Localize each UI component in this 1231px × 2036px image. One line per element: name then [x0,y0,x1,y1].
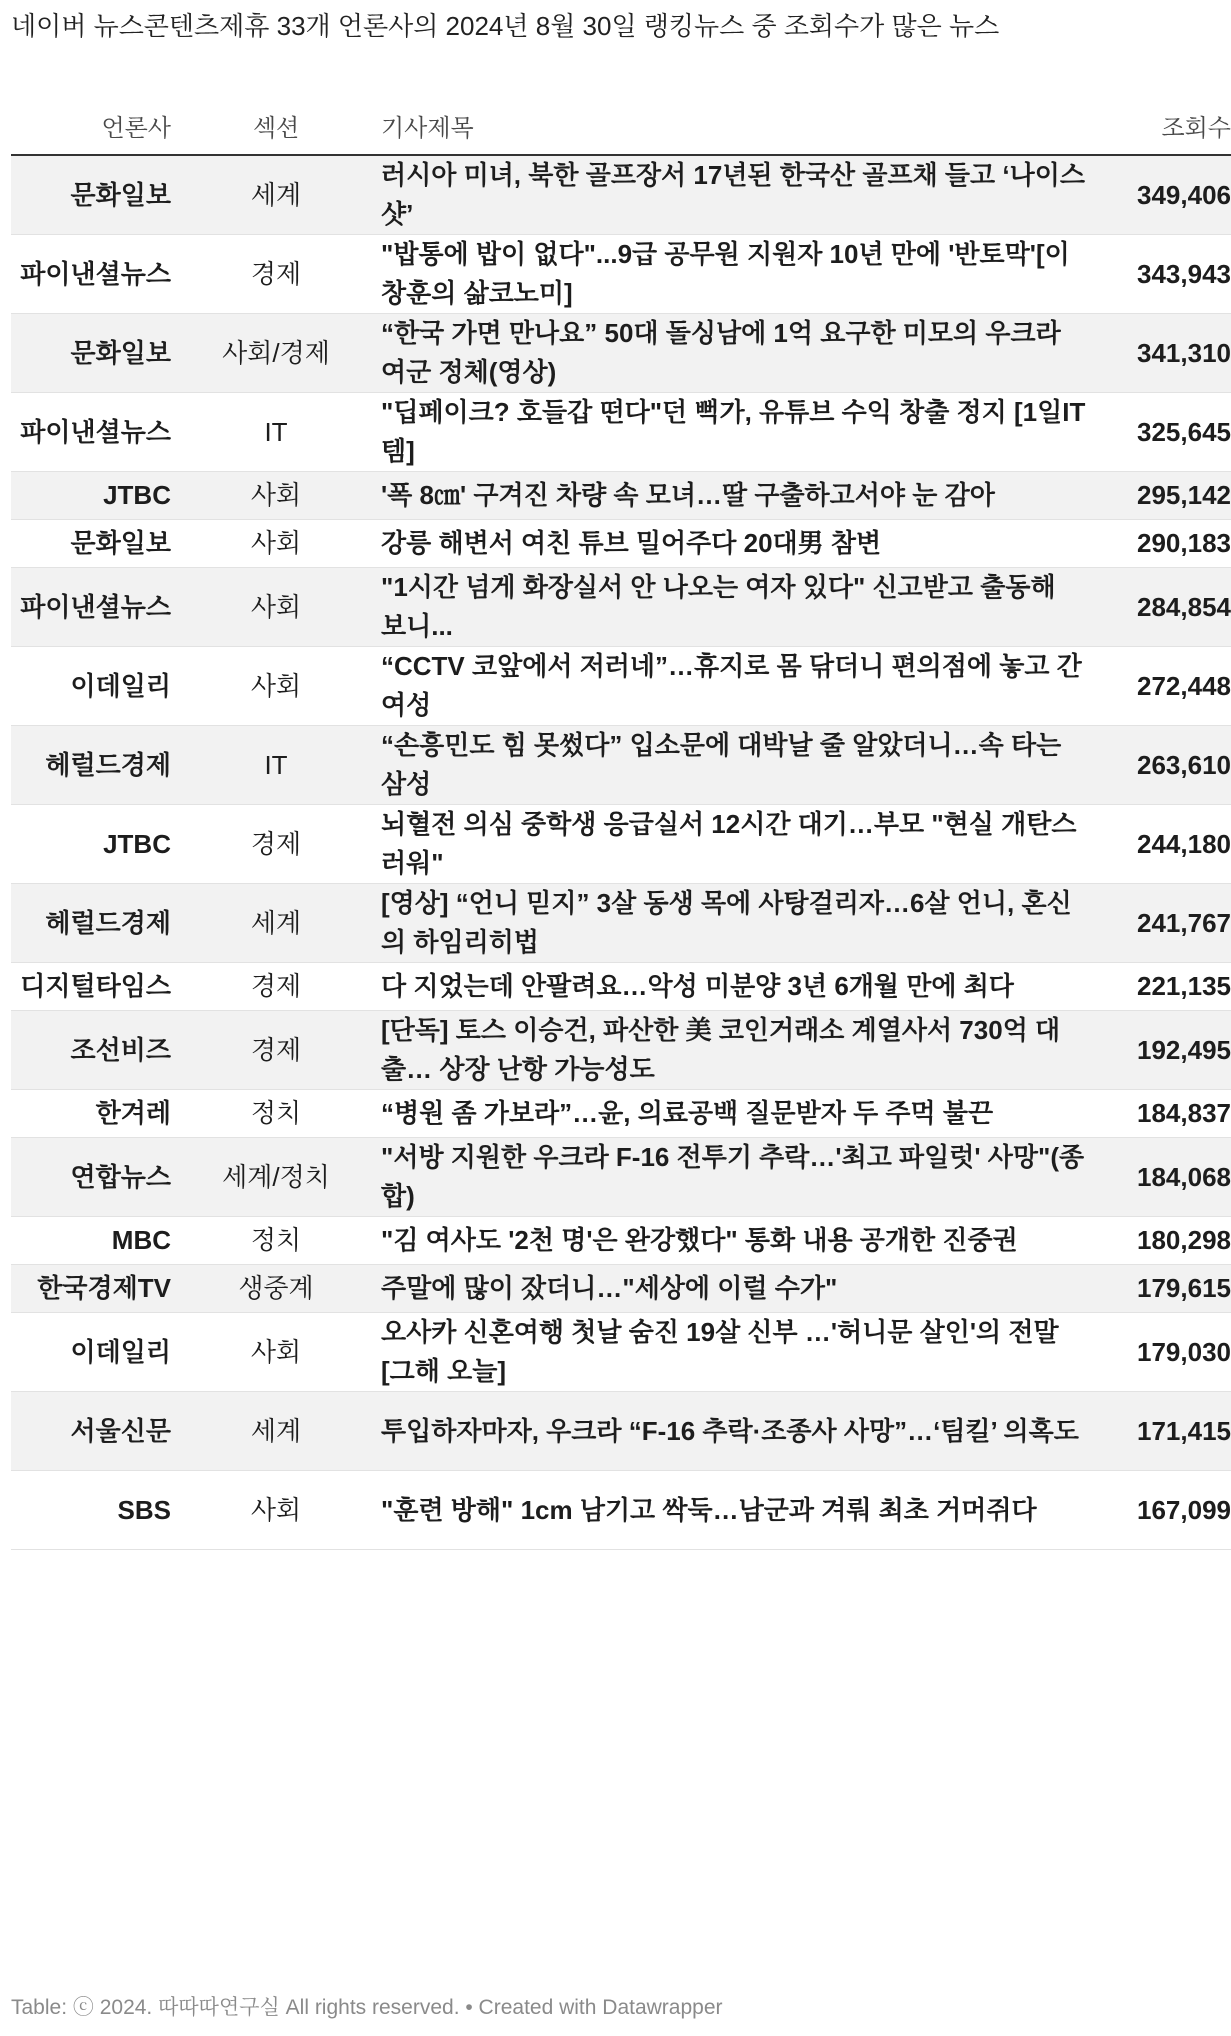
cell-publisher: 이데일리 [11,647,171,726]
cell-section: 세계/정치 [171,1138,381,1217]
table-body [11,155,1231,1550]
column-header-headline: 기사제목 [381,96,1106,155]
table-row [11,1138,1231,1217]
cell-publisher: 파이낸셜뉴스 [11,568,171,647]
cell-headline: "1시간 넘게 화장실서 안 나오는 여자 있다" 신고받고 출동해 보니... [381,568,1106,647]
cell-section: IT [171,393,381,472]
cell-headline: “병원 좀 가보라”…윤, 의료공백 질문받자 두 주먹 불끈 [381,1090,1106,1138]
cell-section: 세계 [171,884,381,963]
cell-publisher: 연합뉴스 [11,1138,171,1217]
table-row [11,472,1231,520]
cell-headline: '폭 8㎝' 구겨진 차량 속 모녀…딸 구출하고서야 눈 감아 [381,472,1106,520]
cell-publisher: 파이낸셜뉴스 [11,393,171,472]
table-row [11,1392,1231,1471]
column-header-section: 섹션 [171,96,381,155]
table-row [11,1471,1231,1550]
cell-section: 사회 [171,647,381,726]
column-header-views: 조회수 [1106,96,1231,155]
cell-headline: “한국 가면 만나요” 50대 돌싱남에 1억 요구한 미모의 우크라 여군 정체(영상) [381,314,1106,393]
cell-views: 343,943 [1106,235,1231,314]
cell-section: 사회/경제 [171,314,381,393]
cell-section: 경제 [171,235,381,314]
table-row [11,155,1231,235]
cell-publisher: 문화일보 [11,155,171,235]
cell-publisher: 디지털타임스 [11,963,171,1011]
ranking-table [11,96,1231,1550]
cell-views: 349,406 [1106,155,1231,235]
cell-section: 정치 [171,1090,381,1138]
table-row [11,1090,1231,1138]
table-row [11,1265,1231,1313]
cell-section: 세계 [171,155,381,235]
table-row [11,1217,1231,1265]
table-row [11,235,1231,314]
cell-publisher: 한국경제TV [11,1265,171,1313]
cell-views: 341,310 [1106,314,1231,393]
table-row [11,805,1231,884]
cell-views: 241,767 [1106,884,1231,963]
table-row [11,393,1231,472]
cell-publisher: 이데일리 [11,1313,171,1392]
table-row [11,726,1231,805]
cell-headline: 주말에 많이 잤더니…"세상에 이럴 수가" [381,1265,1106,1313]
table-row [11,963,1231,1011]
cell-views: 244,180 [1106,805,1231,884]
cell-views: 290,183 [1106,520,1231,568]
cell-section: 사회 [171,472,381,520]
cell-section: 경제 [171,1011,381,1090]
cell-section: IT [171,726,381,805]
cell-publisher: 헤럴드경제 [11,726,171,805]
cell-views: 272,448 [1106,647,1231,726]
table-row [11,647,1231,726]
cell-headline: [단독] 토스 이승건, 파산한 美 코인거래소 계열사서 730억 대출… 상장 난항 가능성도 [381,1011,1106,1090]
chart-title: 네이버 뉴스콘텐츠제휴 33개 언론사의 2024년 8월 30일 랭킹뉴스 중 조회수가 많은 뉴스 [11,11,1000,41]
table-row [11,568,1231,647]
cell-section: 세계 [171,1392,381,1471]
cell-section: 경제 [171,963,381,1011]
table-header-row [11,96,1231,155]
cell-publisher: 문화일보 [11,314,171,393]
cell-headline: "훈련 방해" 1cm 남기고 싹둑…남군과 겨뤄 최초 거머쥐다 [381,1471,1106,1550]
cell-views: 184,837 [1106,1090,1231,1138]
cell-publisher: MBC [11,1217,171,1265]
cell-headline: “CCTV 코앞에서 저러네”…휴지로 몸 닦더니 편의점에 놓고 간 여성 [381,647,1106,726]
cell-headline: "서방 지원한 우크라 F-16 전투기 추락…'최고 파일럿' 사망"(종합) [381,1138,1106,1217]
cell-publisher: 한겨레 [11,1090,171,1138]
table-row [11,1011,1231,1090]
cell-headline: "밥통에 밥이 없다"...9급 공무원 지원자 10년 만에 '반토막'[이창훈의 삶코노미] [381,235,1106,314]
cell-views: 295,142 [1106,472,1231,520]
cell-views: 179,615 [1106,1265,1231,1313]
cell-views: 167,099 [1106,1471,1231,1550]
cell-section: 사회 [171,520,381,568]
cell-views: 179,030 [1106,1313,1231,1392]
cell-publisher: 서울신문 [11,1392,171,1471]
table-row [11,520,1231,568]
cell-publisher: JTBC [11,805,171,884]
cell-headline: 러시아 미녀, 북한 골프장서 17년된 한국산 골프채 들고 ‘나이스샷’ [381,155,1106,235]
cell-views: 180,298 [1106,1217,1231,1265]
cell-headline: 강릉 해변서 여친 튜브 밀어주다 20대男 참변 [381,520,1106,568]
cell-section: 경제 [171,805,381,884]
cell-headline: "김 여사도 '2천 명'은 완강했다" 통화 내용 공개한 진중권 [381,1217,1106,1265]
cell-publisher: 조선비즈 [11,1011,171,1090]
cell-publisher: 파이낸셜뉴스 [11,235,171,314]
cell-publisher: 헤럴드경제 [11,884,171,963]
cell-headline: 다 지었는데 안팔려요…악성 미분양 3년 6개월 만에 최다 [381,963,1106,1011]
cell-views: 192,495 [1106,1011,1231,1090]
cell-section: 정치 [171,1217,381,1265]
cell-section: 사회 [171,568,381,647]
cell-views: 263,610 [1106,726,1231,805]
cell-publisher: 문화일보 [11,520,171,568]
column-header-publisher: 언론사 [11,96,171,155]
cell-headline: 오사카 신혼여행 첫날 숨진 19살 신부 …'허니문 살인'의 전말[그해 오늘] [381,1313,1106,1392]
cell-headline: “손흥민도 힘 못썼다” 입소문에 대박날 줄 알았더니…속 타는 삼성 [381,726,1106,805]
cell-views: 184,068 [1106,1138,1231,1217]
cell-section: 생중계 [171,1265,381,1313]
cell-section: 사회 [171,1471,381,1550]
cell-headline: 뇌혈전 의심 중학생 응급실서 12시간 대기…부모 "현실 개탄스러워" [381,805,1106,884]
cell-views: 171,415 [1106,1392,1231,1471]
chart-footer: Table: ⓒ 2024. 따따따연구실 All rights reserved. • Created with Datawrapper [11,1996,723,2019]
cell-section: 사회 [171,1313,381,1392]
cell-views: 325,645 [1106,393,1231,472]
cell-headline: 투입하자마자, 우크라 “F-16 추락·조종사 사망”…‘팀킬’ 의혹도 [381,1392,1106,1471]
table-row [11,884,1231,963]
cell-headline: [영상] “언니 믿지” 3살 동생 목에 사탕걸리자…6살 언니, 혼신의 하임리히법 [381,884,1106,963]
cell-publisher: SBS [11,1471,171,1550]
cell-publisher: JTBC [11,472,171,520]
table-row [11,314,1231,393]
cell-views: 284,854 [1106,568,1231,647]
table-row [11,1313,1231,1392]
cell-views: 221,135 [1106,963,1231,1011]
cell-headline: "딥페이크? 호들갑 떤다"던 뻑가, 유튜브 수익 창출 정지 [1일IT템] [381,393,1106,472]
